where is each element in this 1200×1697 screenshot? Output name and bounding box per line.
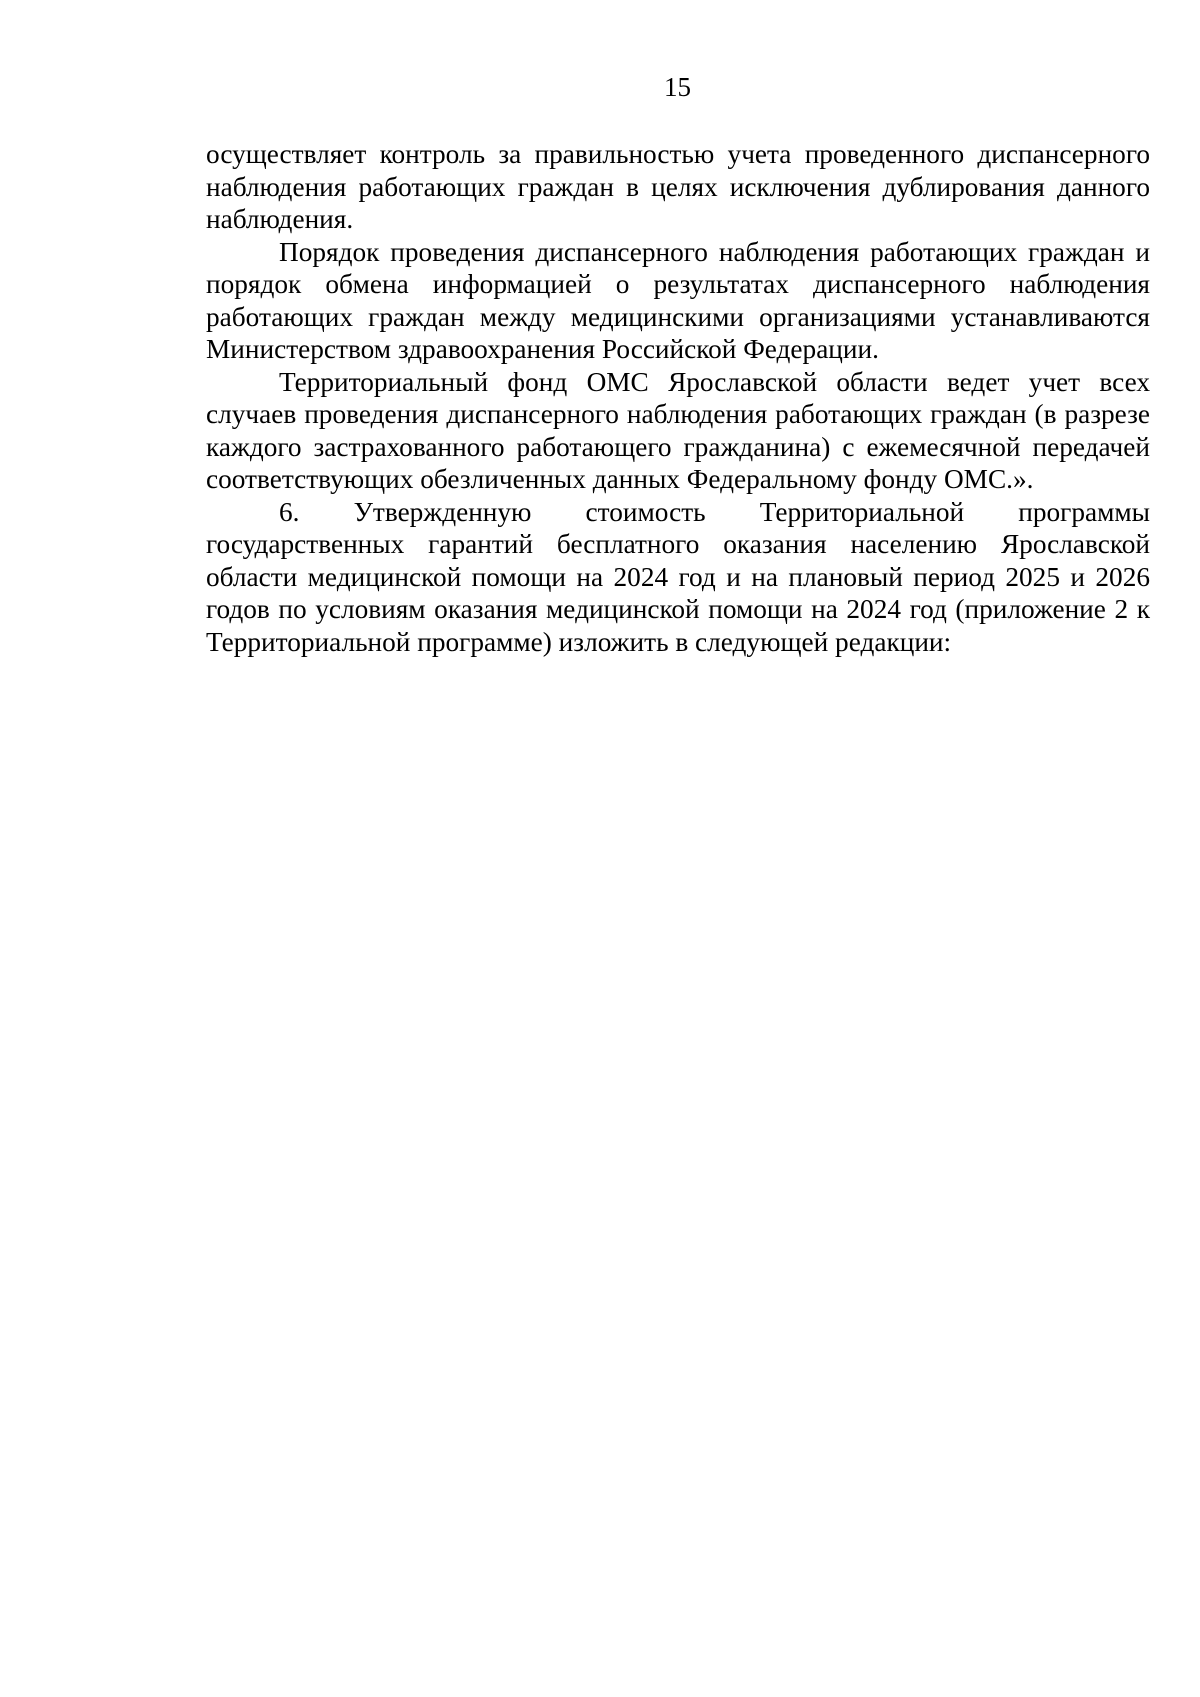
paragraph-territorial-fund: Территориальный фонд ОМС Ярославской области ведет учет всех случаев проведения диспансерного наблюдения работающих граждан (в разрезе каждого застрахованного работающего гражданина) с ежемесячной передачей соответствующих обезличенных данных Федеральному фонду ОМС.». [206, 366, 1150, 494]
paragraph-item-6: 6. Утвержденную стоимость Территориальной программы государственных гарантий бесплатного оказания населению Ярославской области медицинской помощи на 2024 год и на плановый период 2025 и 2026 годов по условиям оказания медицинской помощи на 2024 год (приложение 2 к Территориальной программе) изложить в следующей редакции: [206, 496, 1150, 657]
page-number: 15 [664, 72, 691, 102]
paragraph-continuation: осуществляет контроль за правильностью учета проведенного диспансерного наблюдения работающих граждан в целях исключения дублирования данного наблюдения. [206, 139, 1150, 234]
paragraph-procedure: Порядок проведения диспансерного наблюдения работающих граждан и порядок обмена информацией о результатах диспансерного наблюдения работающих граждан между медицинскими организациями устанавливаются Министерством здравоохранения Российской Федерации. [206, 236, 1150, 364]
document-body [206, 138, 1150, 658]
